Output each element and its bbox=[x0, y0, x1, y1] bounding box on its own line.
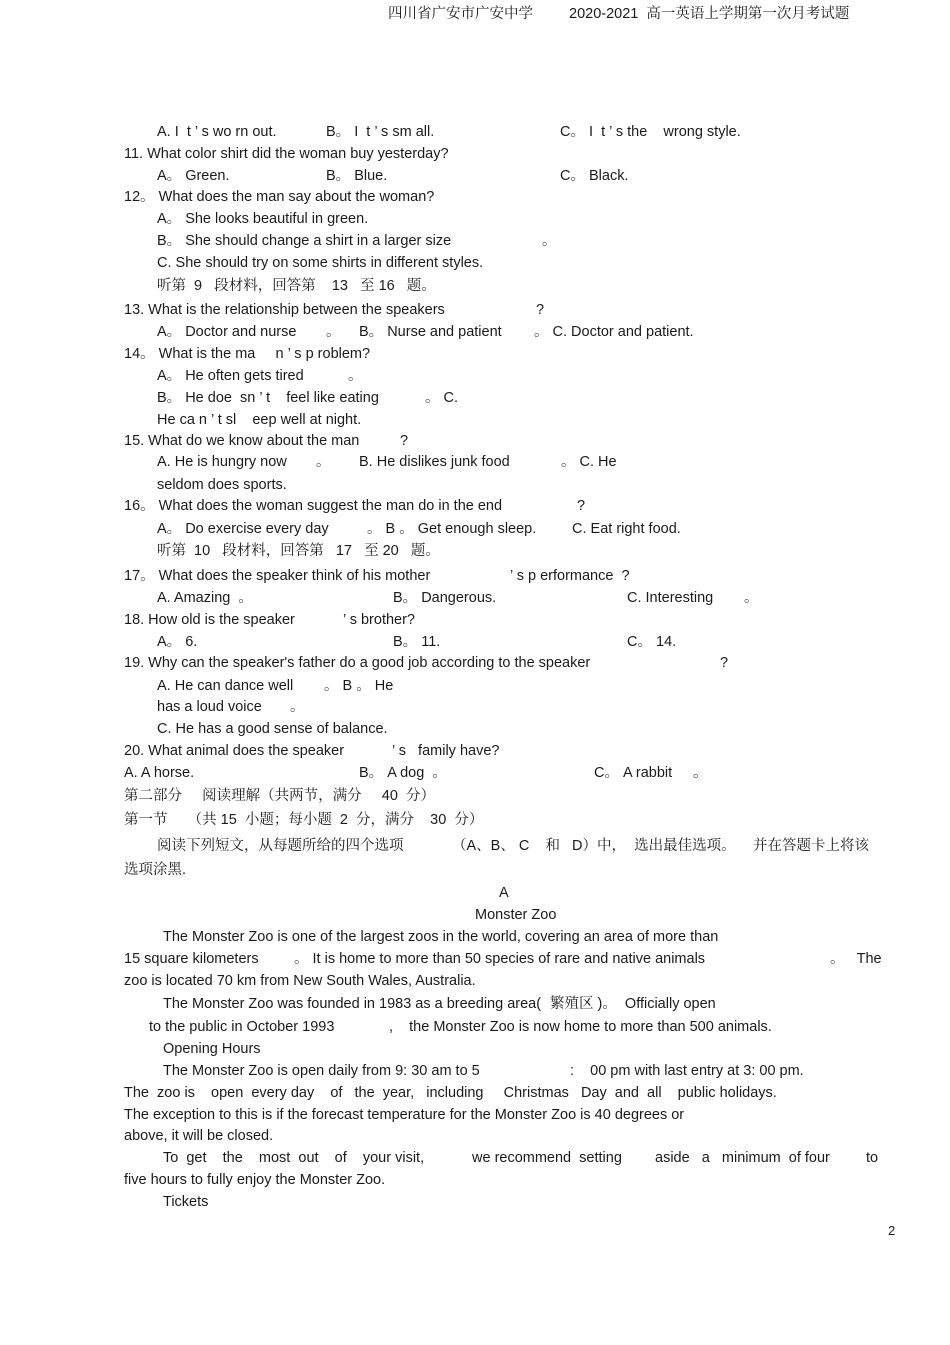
text-line-43-seg-0: The zoo is open every day of the year, including Christmas Day and all public holidays. bbox=[124, 1085, 777, 1101]
text-line-0-seg-2: C。 I t ’ s the wrong style. bbox=[560, 124, 741, 140]
text-line-22-seg-0: 18. How old is the speaker bbox=[124, 612, 295, 628]
text-line-33-seg-0: 选项涂黑. bbox=[124, 862, 187, 878]
text-line-48-seg-0: Tickets bbox=[163, 1194, 209, 1210]
header-exam: 2020-2021 高一英语上学期第一次月考试题 bbox=[569, 6, 850, 22]
text-line-26-seg-1: 。 bbox=[290, 699, 305, 715]
text-line-15-seg-1: 。 bbox=[316, 454, 331, 470]
text-line-25-seg-0: A. He can dance well bbox=[157, 678, 294, 694]
text-line-2-seg-0: A。 Green. bbox=[157, 168, 230, 184]
text-line-16-seg-0: seldom does sports. bbox=[157, 477, 287, 493]
text-line-46-seg-3: to bbox=[866, 1150, 879, 1166]
text-line-19-seg-0: 听第 10 段材料，回答第 17 至 20 题。 bbox=[157, 543, 440, 559]
text-line-32-seg-0: 阅读下列短文，从每题所给的四个选项 bbox=[157, 838, 404, 854]
text-line-2-seg-1: B。 Blue. bbox=[326, 168, 388, 184]
text-line-15-seg-0: A. He is hungry now bbox=[157, 454, 287, 470]
text-line-0-seg-0: A. I t ’ s wo rn out. bbox=[157, 124, 277, 140]
text-line-44-seg-0: The exception to this is if the forecast temperature for the Monster Zoo is 40 degrees or bbox=[124, 1107, 685, 1123]
text-line-20-seg-0: 17。 What does the speaker think of his mother bbox=[124, 568, 431, 584]
text-line-18-seg-2: C. Eat right food. bbox=[572, 521, 681, 537]
text-line-23-seg-0: A。 6. bbox=[157, 634, 198, 650]
text-line-9-seg-1: 。 bbox=[326, 324, 341, 340]
text-line-15-seg-2: B. He dislikes junk food bbox=[359, 454, 510, 470]
text-line-5-seg-0: B。 She should change a shirt in a larger size bbox=[157, 233, 452, 249]
text-line-9-seg-0: A。 Doctor and nurse bbox=[157, 324, 297, 340]
text-line-34-seg-0: A bbox=[499, 885, 509, 901]
text-line-14-seg-1: ? bbox=[400, 433, 409, 449]
text-line-42-seg-1: : 00 pm with last entry at 3: 00 pm. bbox=[570, 1063, 804, 1079]
text-line-35-seg-0: Monster Zoo bbox=[475, 907, 557, 923]
text-line-4-seg-0: A。 She looks beautiful in green. bbox=[157, 211, 369, 227]
text-line-37-seg-0: 15 square kilometers bbox=[124, 951, 259, 967]
text-line-10-seg-0: 14。 What is the ma n ’ s p roblem? bbox=[124, 346, 371, 362]
text-line-7-seg-0: 听第 9 段材料，回答第 13 至 16 题。 bbox=[157, 278, 436, 294]
text-line-37-seg-2: 。 The bbox=[830, 951, 882, 967]
text-line-9-seg-3: 。 C. Doctor and patient. bbox=[534, 324, 694, 340]
text-line-2-seg-2: C。 Black. bbox=[560, 168, 629, 184]
text-line-1-seg-0: 11. What color shirt did the woman buy yesterday? bbox=[124, 146, 449, 162]
text-line-14-seg-0: 15. What do we know about the man bbox=[124, 433, 360, 449]
text-line-20-seg-1: ’ s p erformance ? bbox=[510, 568, 630, 584]
text-line-40-seg-0: to the public in October 1993 bbox=[149, 1019, 335, 1035]
text-line-15-seg-3: 。 C. He bbox=[561, 454, 617, 470]
text-line-38-seg-0: zoo is located 70 km from New South Wales, Australia. bbox=[124, 973, 476, 989]
text-line-17-seg-1: ? bbox=[577, 498, 586, 514]
text-line-22-seg-1: ’ s brother? bbox=[343, 612, 415, 628]
text-line-13-seg-0: He ca n ’ t sl eep well at night. bbox=[157, 412, 362, 428]
text-line-18-seg-0: A。 Do exercise every day bbox=[157, 521, 329, 537]
text-line-29-seg-2: C。 A rabbit bbox=[594, 765, 673, 781]
text-line-45-seg-0: above, it will be closed. bbox=[124, 1128, 274, 1144]
text-line-0-seg-1: B。 I t ’ s sm all. bbox=[326, 124, 435, 140]
text-line-46-seg-0: To get the most out of your visit, bbox=[163, 1150, 425, 1166]
text-line-12-seg-1: 。 C. bbox=[425, 390, 459, 406]
text-line-40-seg-1: , the Monster Zoo is now home to more than 500 animals. bbox=[389, 1019, 772, 1035]
text-line-23-seg-1: B。 11. bbox=[393, 634, 441, 650]
text-line-25-seg-1: 。 B 。 He bbox=[324, 678, 394, 694]
text-line-21-seg-2: C. Interesting bbox=[627, 590, 714, 606]
text-line-29-seg-3: 。 bbox=[693, 765, 708, 781]
text-line-30-seg-0: 第二部分 阅读理解（共两节，满分 40 分） bbox=[124, 788, 435, 804]
text-line-46-seg-2: aside a minimum of four bbox=[655, 1150, 830, 1166]
text-line-32-seg-2: 并在答题卡上将该 bbox=[753, 838, 869, 854]
text-line-29-seg-1: B。 A dog 。 bbox=[359, 765, 447, 781]
text-line-36-seg-0: The Monster Zoo is one of the largest zoos in the world, covering an area of more than bbox=[163, 929, 719, 945]
text-line-21-seg-0: A. Amazing 。 bbox=[157, 590, 253, 606]
text-line-39-seg-1: 繁殖区 )。 Officially open bbox=[550, 996, 716, 1012]
text-line-29-seg-0: A. A horse. bbox=[124, 765, 195, 781]
text-line-28-seg-0: 20. What animal does the speaker bbox=[124, 743, 345, 759]
text-line-28-seg-1: ’ s family have? bbox=[392, 743, 500, 759]
text-line-41-seg-0: Opening Hours bbox=[163, 1041, 261, 1057]
text-line-26-seg-0: has a loud voice bbox=[157, 699, 262, 715]
text-line-5-seg-1: 。 bbox=[542, 233, 557, 249]
text-line-17-seg-0: 16。 What does the woman suggest the man do in the end bbox=[124, 498, 503, 514]
text-line-24-seg-1: ? bbox=[720, 655, 729, 671]
text-line-27-seg-0: C. He has a good sense of balance. bbox=[157, 721, 388, 737]
text-line-42-seg-0: The Monster Zoo is open daily from 9: 30 am to 5 bbox=[163, 1063, 480, 1079]
text-line-8-seg-0: 13. What is the relationship between the speakers bbox=[124, 302, 445, 318]
text-line-18-seg-1: 。 B 。 Get enough sleep. bbox=[367, 521, 537, 537]
text-line-9-seg-2: B。 Nurse and patient bbox=[359, 324, 502, 340]
text-line-11-seg-1: 。 bbox=[348, 368, 363, 384]
text-line-24-seg-0: 19. Why can the speaker's father do a good job according to the speaker bbox=[124, 655, 591, 671]
text-line-8-seg-1: ? bbox=[536, 302, 545, 318]
text-line-37-seg-1: 。 It is home to more than 50 species of rare and native animals bbox=[294, 951, 706, 967]
page-number: 2 bbox=[888, 1223, 896, 1238]
header-school: 四川省广安市广安中学 bbox=[388, 6, 533, 22]
text-line-6-seg-0: C. She should try on some shirts in different styles. bbox=[157, 255, 484, 271]
text-line-21-seg-1: B。 Dangerous. bbox=[393, 590, 497, 606]
text-line-23-seg-2: C。 14. bbox=[627, 634, 677, 650]
text-line-3-seg-0: 12。 What does the man say about the woman? bbox=[124, 189, 435, 205]
text-line-46-seg-1: we recommend setting bbox=[472, 1150, 622, 1166]
text-line-31-seg-0: 第一节 （共 15 小题；每小题 2 分，满分 30 分） bbox=[124, 812, 484, 828]
text-line-11-seg-0: A。 He often gets tired bbox=[157, 368, 304, 384]
text-line-32-seg-1: （A、B、 C 和 D）中， 选出最佳选项。 bbox=[452, 838, 736, 854]
text-line-21-seg-3: 。 bbox=[744, 590, 759, 606]
text-line-47-seg-0: five hours to fully enjoy the Monster Zoo. bbox=[124, 1172, 386, 1188]
text-line-12-seg-0: B。 He doe sn ’ t feel like eating bbox=[157, 390, 379, 406]
text-line-39-seg-0: The Monster Zoo was founded in 1983 as a breeding area( bbox=[163, 996, 542, 1012]
